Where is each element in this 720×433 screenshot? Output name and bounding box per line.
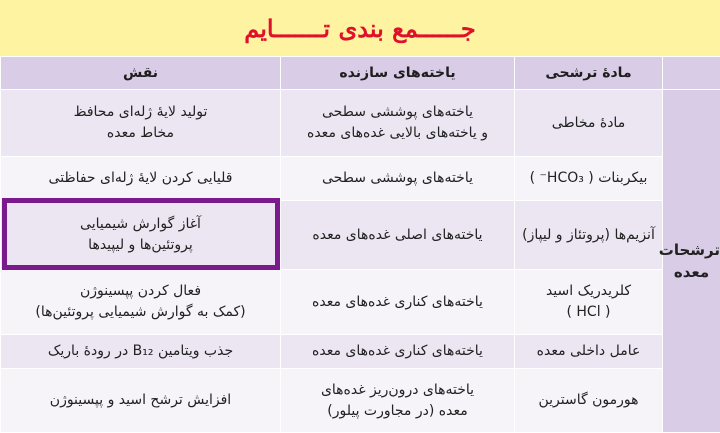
substance-cell: عامل داخلی معده bbox=[515, 335, 663, 369]
table-row bbox=[1, 335, 720, 369]
role-cell: آغاز گوارش شیمیایی پروتئین‌ها و لیپیدها bbox=[1, 201, 281, 270]
role-cell: تولید لایهٔ ژله‌ای محافظ مخاط معده bbox=[1, 90, 281, 157]
title-banner bbox=[0, 0, 720, 56]
header-group bbox=[663, 57, 720, 90]
table-row bbox=[1, 90, 720, 157]
header-role: نقش bbox=[1, 57, 281, 90]
header-substance: مادهٔ ترشحی bbox=[515, 57, 663, 90]
substance-cell: مادهٔ مخاطی bbox=[515, 90, 663, 157]
cells-cell: یاخته‌های درون‌ریز غده‌های معده (در مجاورت پیلور) bbox=[281, 369, 515, 433]
role-cell: جذب ویتامین B₁₂ در رودهٔ باریک bbox=[1, 335, 281, 369]
group-label: ترشحات معده bbox=[663, 90, 720, 433]
table-row bbox=[1, 157, 720, 201]
substance-cell: هورمون گاسترین bbox=[515, 369, 663, 433]
substance-cell: آنزیم‌ها (پروتئاز و لیپاز) bbox=[515, 201, 663, 270]
cells-cell: یاخته‌های اصلی غده‌های معده bbox=[281, 201, 515, 270]
header-cells: یاخته‌های سازنده bbox=[281, 57, 515, 90]
header-row bbox=[1, 57, 720, 90]
cells-cell: یاخته‌های کناری غده‌های معده bbox=[281, 335, 515, 369]
slide-title: جــــــمع بندی تـــــــایم bbox=[244, 14, 476, 43]
table-row bbox=[1, 201, 720, 270]
role-cell: فعال کردن پپسینوژن (کمک به گوارش شیمیایی پروتئین‌ها) bbox=[1, 270, 281, 335]
role-cell: قلیایی کردن لایهٔ ژله‌ای حفاظتی bbox=[1, 157, 281, 201]
table-row bbox=[1, 369, 720, 433]
substance-cell: کلریدریک اسید ( HCl ) bbox=[515, 270, 663, 335]
substance-cell: بیکربنات ( HCO₃⁻ ) bbox=[515, 157, 663, 201]
role-cell: افزایش ترشح اسید و پپسینوژن bbox=[1, 369, 281, 433]
cells-cell: یاخته‌های کناری غده‌های معده bbox=[281, 270, 515, 335]
cells-cell: یاخته‌های پوششی سطحی bbox=[281, 157, 515, 201]
gastric-secretions-table bbox=[0, 56, 720, 433]
cells-cell: یاخته‌های پوششی سطحی و یاخته‌های بالایی غده‌های معده bbox=[281, 90, 515, 157]
table-row bbox=[1, 270, 720, 335]
